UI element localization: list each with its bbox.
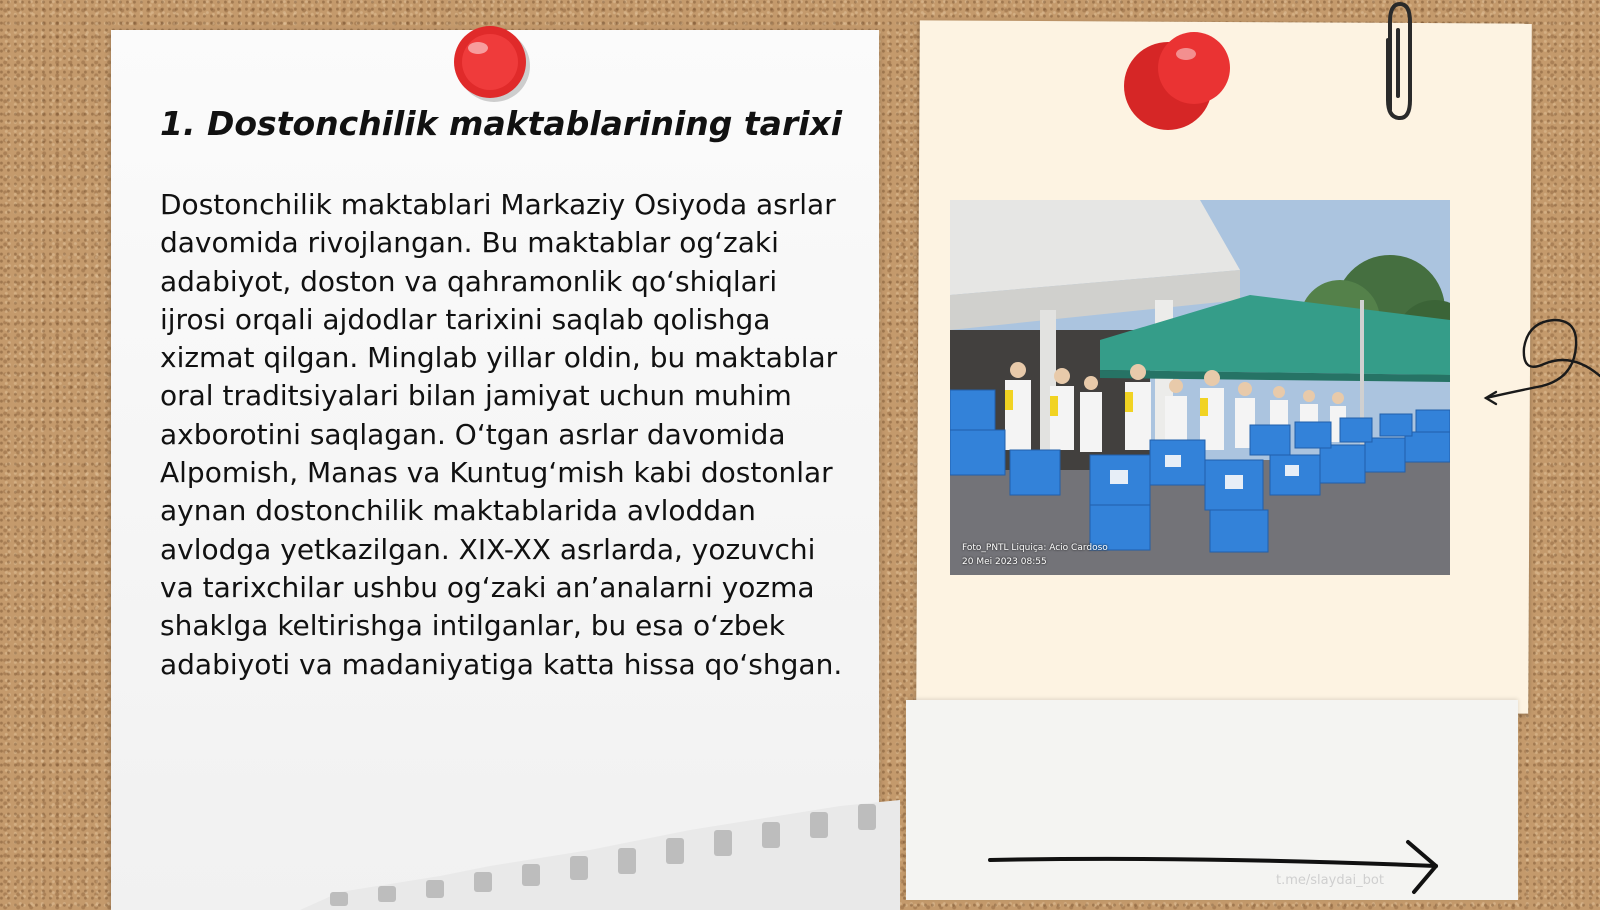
watermark: t.me/slaydai_bot <box>1276 873 1384 888</box>
body-paragraph: Dostonchilik maktablari Markaziy Osiyoda asrlar davomida rivojlangan. Bu maktablar og‘zaki adabiyot, doston va qahramonlik qo‘shiqlari ijrosi orqali ajdodlar tarixini saqlab qolishga xizmat qilgan. Minglab yillar oldin, bu maktablar oral traditsiyalari bilan jamiyat uchun muhim axborotini saqlagan. O‘tgan asrlar davomida Alpomish, Manas va Kuntug‘mish kabi dostonlar aynan dostonchilik maktablarida avloddan avlodga yetkazilgan. XIX-XX asrlarda, yozuvchi va tarixchilar ushbu og‘zaki an’analarni yozma shaklga keltirishga intilganlar, bu esa o‘zbek adabiyoti va madaniyatiga katta hissa qo‘shgan. <box>160 188 843 681</box>
pushpin-icon <box>1122 30 1242 134</box>
torn-paper-edge <box>300 800 900 910</box>
photo-illustration <box>950 200 1450 575</box>
photo-caption: Foto_PNTL Liquiça: Acio Cardoso <box>962 543 1108 553</box>
page-title: 1. Dostonchilik maktablarining tarixi <box>160 104 843 143</box>
curly-arrow-icon <box>1482 312 1600 408</box>
pushpin-icon <box>452 22 532 104</box>
paperclip-icon <box>1376 0 1420 124</box>
photo-date: 20 Mei 2023 08:55 <box>962 557 1047 567</box>
event-photo <box>950 200 1450 575</box>
